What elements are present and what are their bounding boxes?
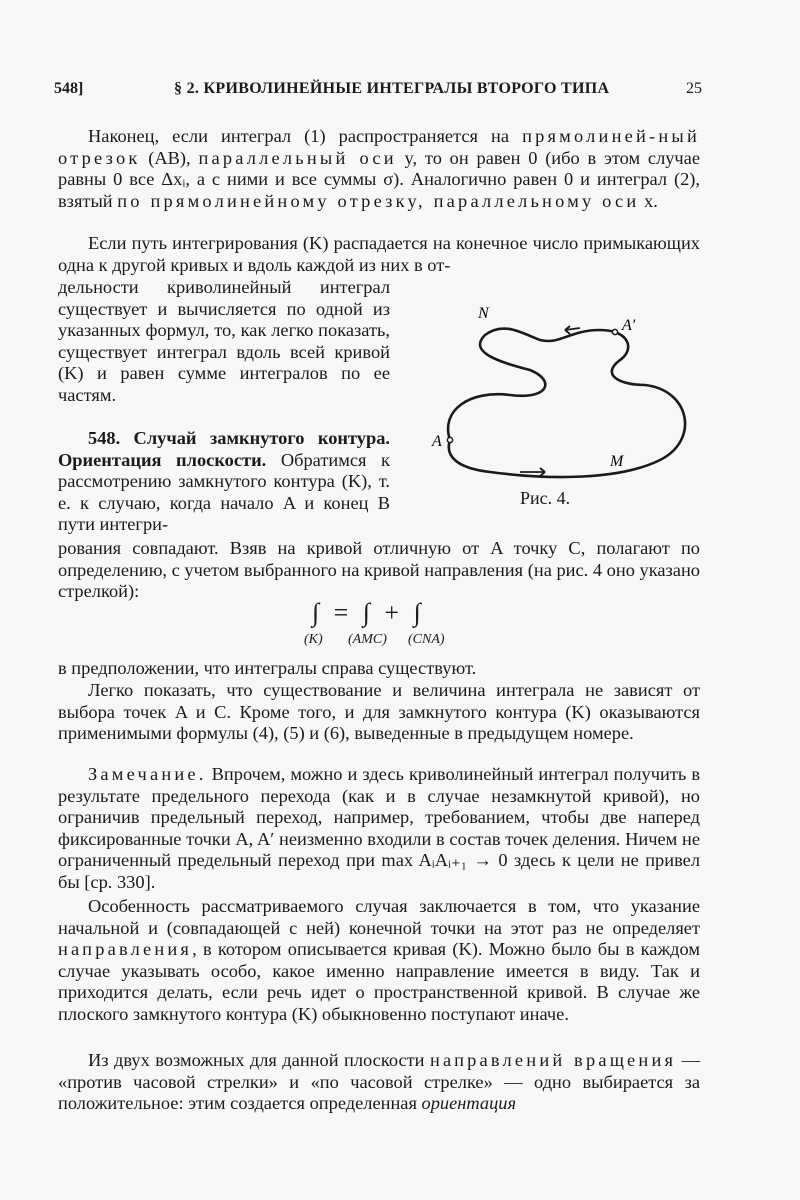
- formula-sub-amc: (AMC): [348, 632, 387, 647]
- point-a-prime: [612, 329, 617, 334]
- formula-sub-k: (K): [304, 632, 323, 647]
- label-n: N: [478, 305, 489, 322]
- paragraph-remark: [58, 764, 700, 893]
- formula-main: ∫ = ∫ + ∫: [312, 598, 425, 627]
- formula-sub-cna: (CNA): [408, 632, 445, 647]
- paragraph-2: [58, 233, 700, 276]
- integral-formula: [290, 598, 490, 654]
- paragraph-5: [58, 680, 700, 745]
- p1-text-b: (AB),: [140, 147, 199, 168]
- p1-text-a: Наконец, если интеграл (1) распространяется на: [88, 126, 523, 146]
- p7-spaced: направления: [58, 939, 193, 959]
- label-a: A: [432, 433, 442, 450]
- page-header: [54, 80, 702, 108]
- label-m: M: [610, 453, 624, 470]
- paragraph-2-continued: [58, 277, 390, 406]
- paragraph-8: [58, 1050, 700, 1115]
- section-number: 548]: [54, 80, 84, 97]
- p2-narrow: дельности криволинейный интеграл существует и вычисляется по одной из указанных формул, то, как легко показать, существует интеграл вдоль всей кривой (K) и равен сумме интегралов по ее частям.: [58, 277, 390, 405]
- point-a: [447, 437, 452, 442]
- closed-contour-curve: [448, 329, 685, 477]
- p8-text-a: Из двух возможных для данной плоскости: [88, 1050, 430, 1070]
- section-intro: Обратимся к рассмотрению замкнутого контура (K), т. е. к случаю, когда начало A и конец B пути интегри-: [58, 449, 390, 534]
- p8-text-b: — «против часовой стрелки» и «по часовой стрелке» — одно выбирается за положительное: этим создается определенная: [58, 1050, 700, 1113]
- page-number: 25: [686, 80, 702, 97]
- p1-text-c: y, то он равен 0 (ибо в этом случае равны 0 все Δxᵢ, а с ними и все суммы σ). Аналогично равен 0 и интеграл (2), взятый: [58, 147, 701, 211]
- p4-text: в предположении, что интегралы справа существуют.: [58, 658, 477, 678]
- paragraph-1: [58, 126, 700, 212]
- paragraph-3: [58, 538, 700, 603]
- running-title: § 2. КРИВОЛИНЕЙНЫЕ ИНТЕГРАЛЫ ВТОРОГО ТИПА: [174, 80, 610, 97]
- p1-text-d: x.: [639, 190, 658, 211]
- p8-italic: ориентация: [421, 1093, 517, 1113]
- p8-spaced: направлений вращения: [429, 1050, 677, 1070]
- figure-4-contour: [430, 300, 690, 510]
- remark-text: Впрочем, можно и здесь криволинейный интеграл получить в результате предельного перехода (как и в случае незамкнутой кривой), но ограничив предельный переход, например, требованием, чтобы две наперед фиксированные точки A, A′ неизменно входили в состав точек деления. Ничем не ограниченный предельный переход при max AᵢAᵢ₊₁ → 0 здесь к цели не привел бы [ср. 330].: [58, 764, 700, 892]
- p1-spaced-2: параллельный оси: [198, 147, 397, 168]
- p7-text-b: , в котором описывается кривая (K). Можно было бы в каждом случае указывать особо, какое именно направление имеется в виду. Так и приходится делать, если речь идет о пространственной кривой. В случае же плоского замкнутого контура (K) обыкновенно поступают иначе.: [58, 939, 700, 1024]
- paragraph-4: [58, 658, 700, 680]
- section-heading: 548. Случай замкнутого контура. Ориентация плоскости.: [58, 428, 390, 470]
- label-a-prime: A′: [622, 317, 636, 334]
- p2-full-width: Если путь интегрирования (K) распадается на конечное число примыкающих одна к другой кривых и вдоль каждой из них в от-: [58, 233, 700, 275]
- p3-text: рования совпадают. Взяв на кривой отличную от A точку C, полагают по определению, с учетом выбранного на кривой направления (на рис. 4 оно указано стрелкой):: [58, 538, 700, 601]
- p7-text-a: Особенность рассматриваемого случая заключается в том, что указание начальной и (совпадающей с ней) конечной точки на этот раз не определяет: [58, 896, 700, 938]
- p1-spaced-1: прямолиней-ный отрезок: [58, 126, 700, 168]
- p1-spaced-3: по прямолинейному отрезку, параллельному оси: [117, 190, 640, 211]
- section-548: [58, 428, 390, 536]
- p5-text: Легко показать, что существование и величина интеграла не зависят от выбора точек A и C. Кроме того, и для замкнутого контура (K) оказываются применимыми формулы (4), (5) и (6), выведенные в предыдущем номере.: [58, 680, 700, 743]
- figure-caption: Рис. 4.: [520, 488, 571, 508]
- paragraph-7: [58, 896, 700, 1025]
- remark-label: Замечание.: [88, 764, 207, 784]
